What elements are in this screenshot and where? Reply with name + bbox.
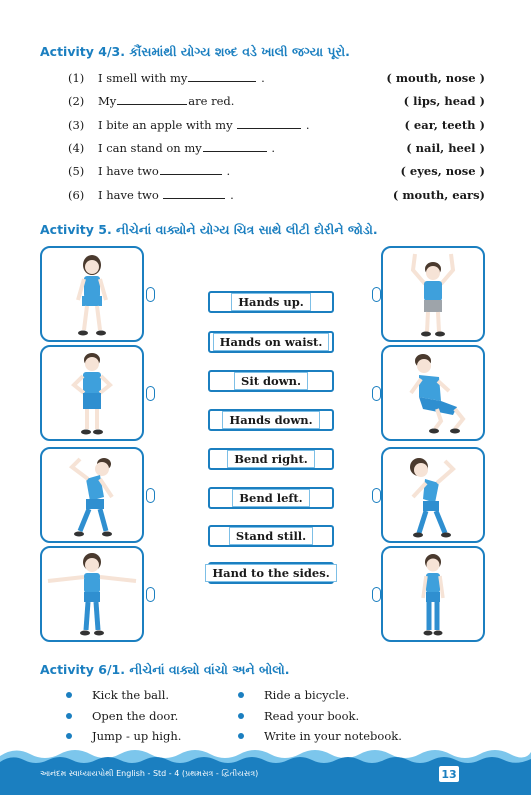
connector-hook[interactable] <box>372 587 381 602</box>
blank-line[interactable] <box>237 119 301 129</box>
girl-hands-down-figure <box>383 548 483 640</box>
blank-line[interactable] <box>117 95 187 105</box>
sentence-start: My <box>98 94 117 108</box>
item-number: (6) <box>68 188 85 202</box>
boy-hands-on-waist-figure <box>42 347 142 439</box>
blank-line[interactable] <box>188 72 256 82</box>
options: ( lips, head ) <box>403 94 485 108</box>
read-item: Open the door. <box>66 709 178 723</box>
phrase-hands-down[interactable]: Hands down. <box>208 409 334 431</box>
picture-card-boy-bend <box>40 447 144 543</box>
sentence-end: . <box>271 141 276 155</box>
fill-row-5 <box>68 164 485 182</box>
phrase-hand-to-sides[interactable]: Hand to the sides. <box>208 562 334 584</box>
blank-line[interactable] <box>163 189 225 199</box>
read-item: Jump - up high. <box>66 729 181 743</box>
sentence-end: . <box>261 71 265 85</box>
sentence-start: I have two <box>98 164 159 178</box>
activity-match-heading: Activity 5. નીચેનાં વાક્યોને યોગ્ય ચિત્ર સાથે લીટી દોરીને જોડો. <box>40 222 378 237</box>
footer-book-title: આનંદમ સ્વાધ્યાયપોથી English - Std - 4 (પ્રથમસત્ર - દ્વિતીયસત્ર) <box>40 769 259 778</box>
connector-hook[interactable] <box>372 287 381 302</box>
activity-read-heading: Activity 6/1. નીચેનાં વાક્યો વાંચો અને બોલો. <box>40 662 290 677</box>
connector-hook[interactable] <box>146 587 155 602</box>
read-item: Ride a bicycle. <box>238 688 349 702</box>
options: ( mouth, ears) <box>392 188 485 202</box>
picture-card-girl-standing <box>40 246 144 342</box>
bullet-icon <box>238 733 244 739</box>
sentence-end: . <box>305 118 310 132</box>
fill-row-2 <box>68 94 485 112</box>
item-number: (4) <box>68 141 85 155</box>
page-number: 13 <box>438 765 460 783</box>
bullet-icon <box>66 692 72 698</box>
boy-sitting-down-figure <box>383 347 483 439</box>
options: ( nail, heel ) <box>406 141 485 155</box>
phrase-stand-still[interactable]: Stand still. <box>208 525 334 547</box>
bullet-icon <box>66 733 72 739</box>
bullet-icon <box>66 713 72 719</box>
girl-bending-left-figure <box>383 449 483 541</box>
phrase-bend-left[interactable]: Bend left. <box>208 487 334 509</box>
phrase-hands-on-waist[interactable]: Hands on waist. <box>208 331 334 353</box>
sentence-end: are red. <box>188 94 235 108</box>
blank-line[interactable] <box>203 142 267 152</box>
options: ( mouth, nose ) <box>386 71 485 85</box>
fill-row-1 <box>68 71 485 89</box>
phrase-sit-down[interactable]: Sit down. <box>208 370 334 392</box>
sentence-end: . <box>226 164 231 178</box>
picture-card-girl-sides <box>40 546 144 642</box>
boy-bending-right-figure <box>42 449 142 541</box>
fill-row-3 <box>68 118 485 136</box>
connector-hook[interactable] <box>372 386 381 401</box>
item-number: (3) <box>68 118 85 132</box>
connector-hook[interactable] <box>146 287 155 302</box>
picture-card-boy-hands-up <box>381 246 485 342</box>
item-number: (1) <box>68 71 85 85</box>
picture-card-girl-hands-down <box>381 546 485 642</box>
picture-card-girl-bend <box>381 447 485 543</box>
activity-fill-heading: Activity 4/3. કૌંસમાંથી યોગ્ય શબ્દ વડે ખાલી જગ્યા પૂરો. <box>40 44 350 59</box>
read-item: Read your book. <box>238 709 359 723</box>
options: ( eyes, nose ) <box>400 164 485 178</box>
read-item: Write in your notebook. <box>238 729 402 743</box>
picture-card-boy-sitting <box>381 345 485 441</box>
connector-hook[interactable] <box>146 386 155 401</box>
sentence-start: I smell with my <box>98 71 188 85</box>
picture-card-boy-waist <box>40 345 144 441</box>
girl-standing-figure <box>42 248 142 340</box>
bullet-icon <box>238 692 244 698</box>
fill-row-4 <box>68 141 485 159</box>
item-number: (5) <box>68 164 85 178</box>
boy-hands-up-figure <box>383 248 483 340</box>
bullet-icon <box>238 713 244 719</box>
sentence-start: I can stand on my <box>98 141 202 155</box>
connector-hook[interactable] <box>146 488 155 503</box>
options: ( ear, teeth ) <box>404 118 485 132</box>
sentence-end: . <box>230 188 234 202</box>
blank-line[interactable] <box>160 165 222 175</box>
sentence-start: I have two <box>98 188 159 202</box>
fill-row-6 <box>68 188 485 206</box>
connector-hook[interactable] <box>372 488 381 503</box>
read-item: Kick the ball. <box>66 688 169 702</box>
girl-hands-to-sides-figure <box>42 548 142 640</box>
sentence-start: I bite an apple with my <box>98 118 233 132</box>
phrase-bend-right[interactable]: Bend right. <box>208 448 334 470</box>
item-number: (2) <box>68 94 85 108</box>
phrase-hands-up[interactable]: Hands up. <box>208 291 334 313</box>
